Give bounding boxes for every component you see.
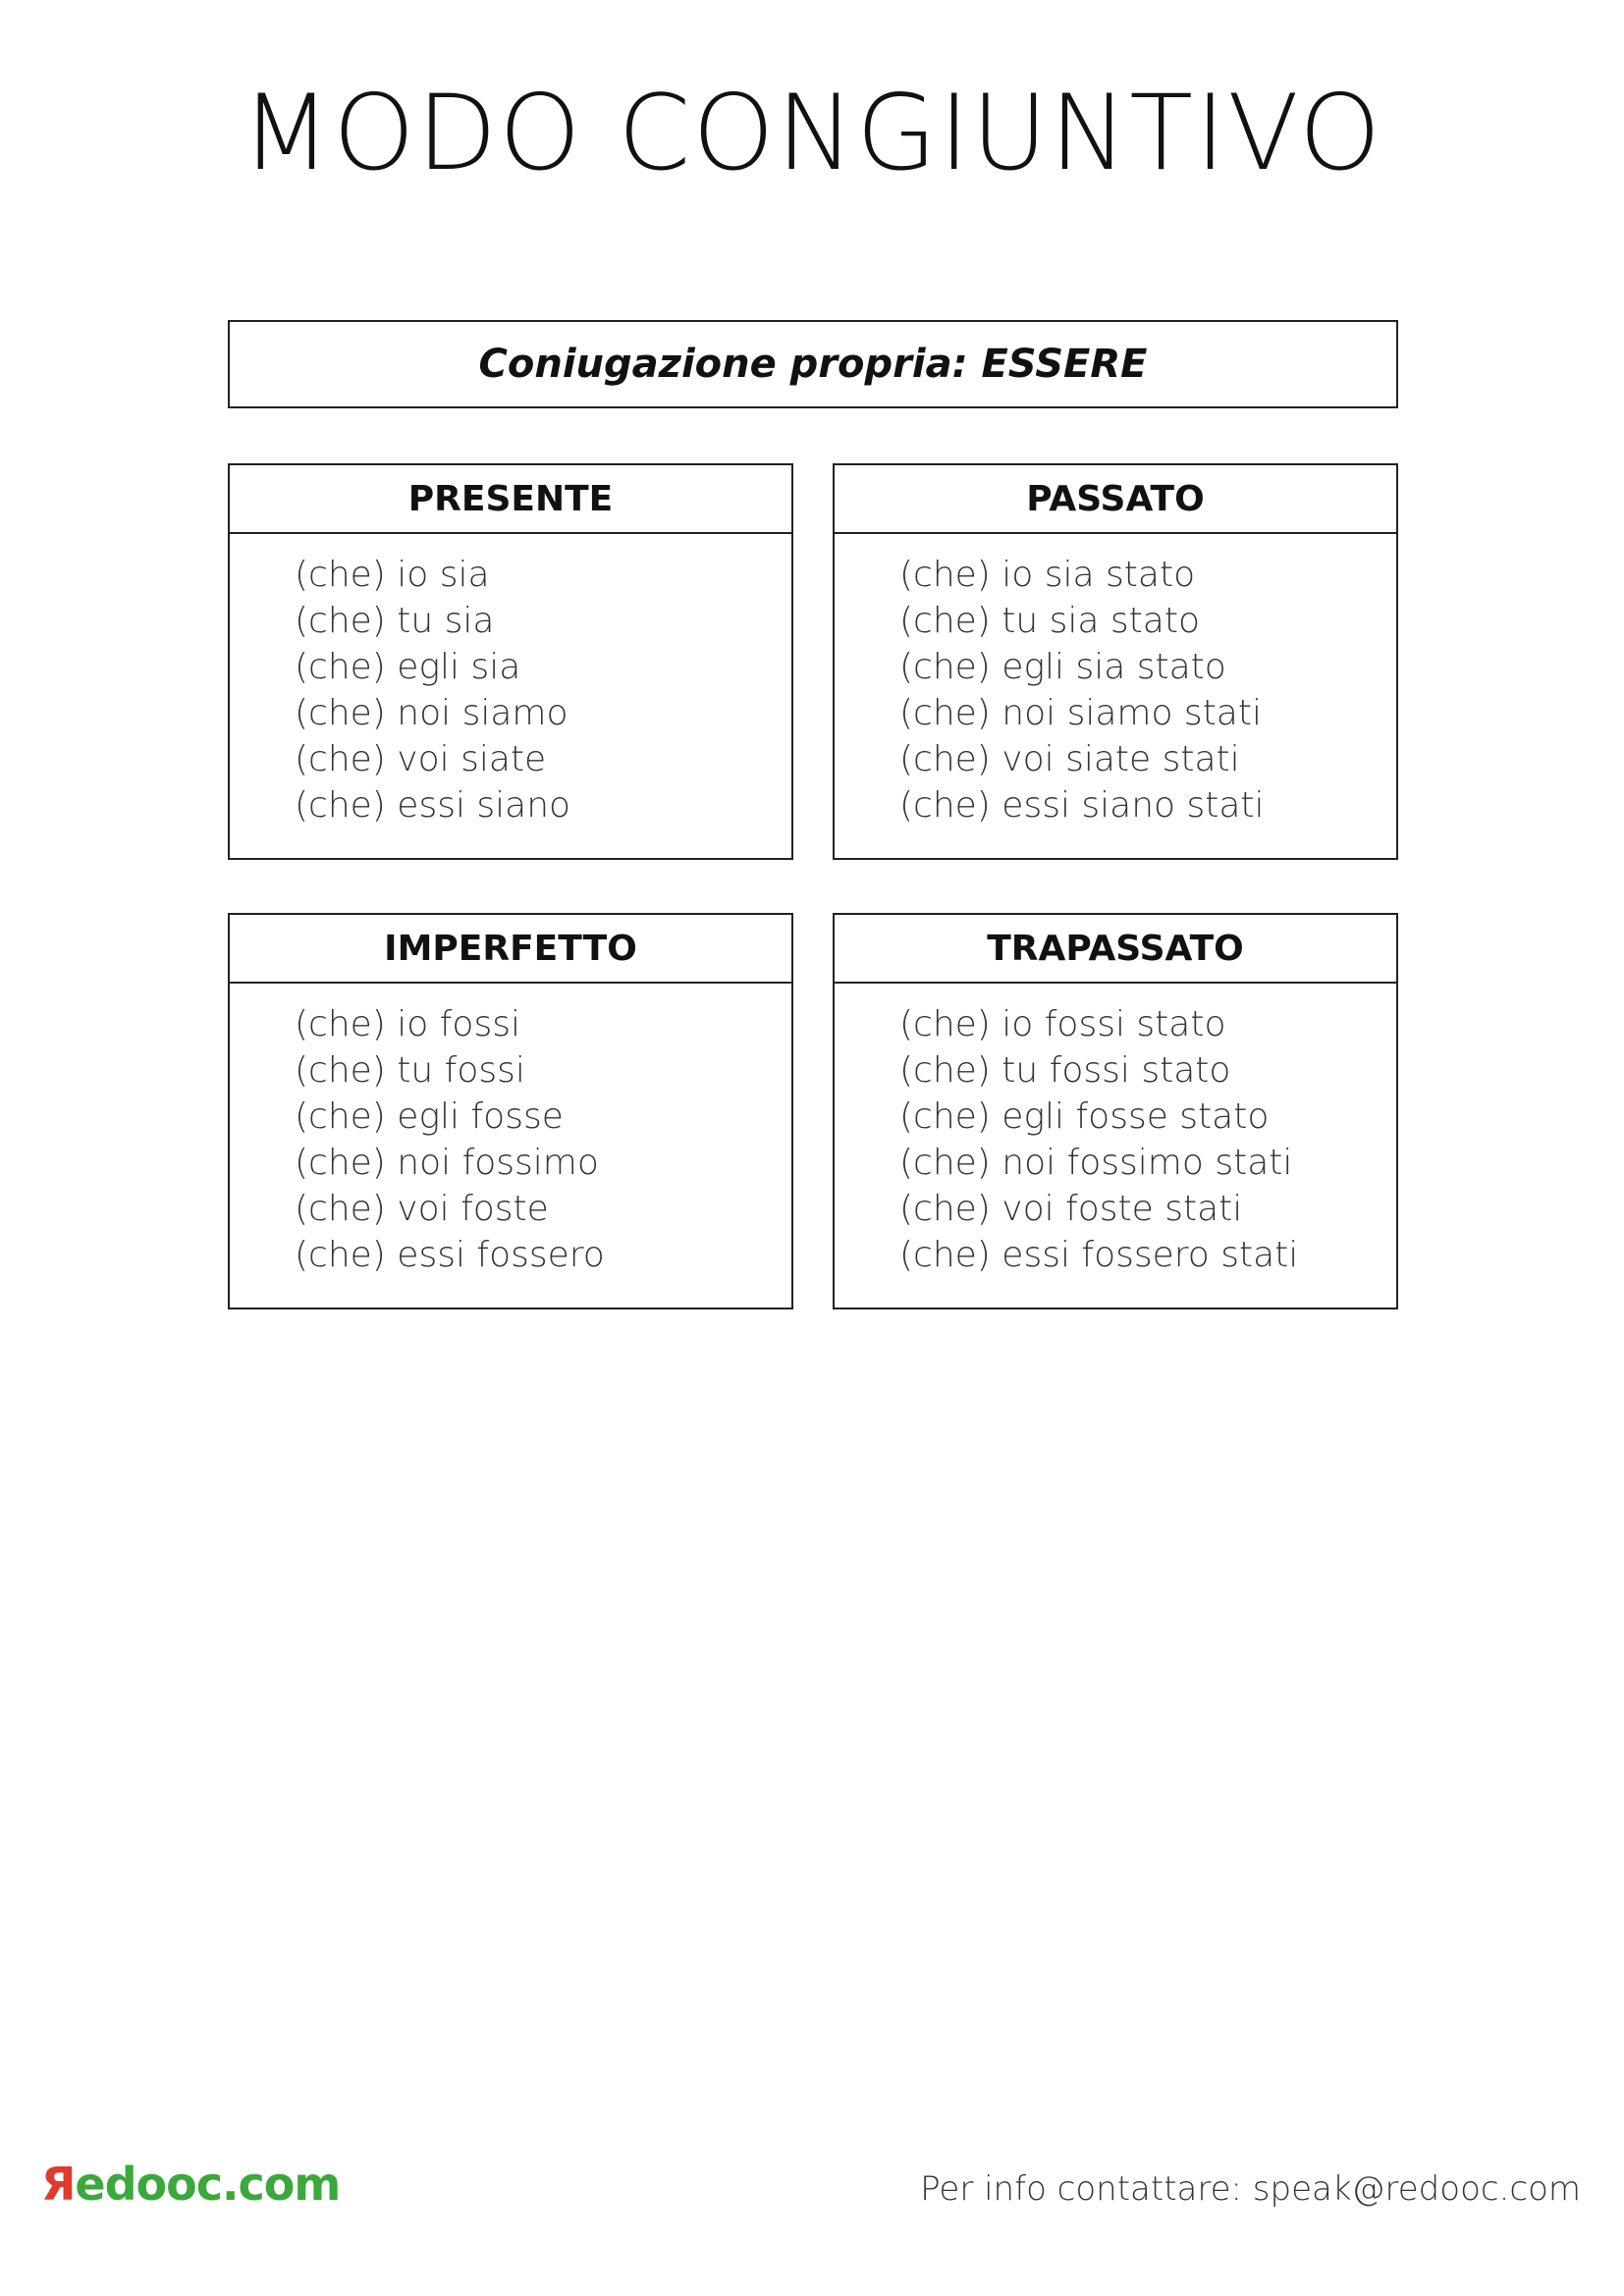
tense-box-presente [228, 463, 793, 860]
verb-form: (che) essi fossero [295, 1235, 605, 1275]
subtitle-box [228, 320, 1398, 408]
verb-form: (che) noi fossimo [295, 1143, 599, 1183]
verb-form: (che) io fossi [295, 1004, 520, 1044]
tense-forms-imperfetto [230, 984, 791, 1278]
logo-mark: Я [41, 2158, 76, 2211]
tense-heading-passato: PASSATO [835, 465, 1396, 534]
verb-form: (che) essi fossero stati [899, 1235, 1299, 1275]
verb-form: (che) voi siate stati [899, 739, 1240, 779]
verb-form: (che) noi fossimo stati [899, 1143, 1293, 1183]
verb-form: (che) voi foste stati [899, 1189, 1243, 1229]
tense-box-passato [833, 463, 1398, 860]
tense-forms-passato [835, 534, 1396, 828]
verb-form: (che) egli sia stato [899, 647, 1226, 687]
verb-form: (che) noi siamo stati [899, 693, 1262, 733]
redooc-logo[interactable] [41, 2158, 340, 2211]
verb-form: (che) voi siate [295, 739, 547, 779]
subtitle-text: Coniugazione propria: ESSERE [478, 342, 1148, 387]
verb-form: (che) essi siano [295, 785, 571, 826]
page-title: MODO CONGIUNTIVO [241, 73, 1383, 193]
tense-heading-imperfetto: IMPERFETTO [230, 915, 791, 984]
verb-form: (che) tu sia stato [899, 601, 1200, 641]
verb-form: (che) egli sia [295, 647, 521, 687]
verb-form: (che) egli fosse stato [899, 1096, 1270, 1137]
footer-contact[interactable]: Per info contattare: speak@redooc.com [920, 2169, 1581, 2209]
verb-form: (che) egli fosse [295, 1096, 564, 1137]
verb-form: (che) essi siano stati [899, 785, 1265, 826]
verb-form: (che) tu sia [295, 601, 495, 641]
verb-form: (che) io sia stato [899, 555, 1196, 595]
tense-forms-presente [230, 534, 791, 828]
verb-form: (che) tu fossi stato [899, 1050, 1231, 1091]
tense-heading-presente: PRESENTE [230, 465, 791, 534]
verb-form: (che) noi siamo [295, 693, 568, 733]
verb-form: (che) io fossi stato [899, 1004, 1226, 1044]
verb-form: (che) io sia [295, 555, 490, 595]
logo-text: edooc.com [75, 2158, 341, 2211]
verb-form: (che) tu fossi [295, 1050, 525, 1091]
tense-heading-trapassato: TRAPASSATO [835, 915, 1396, 984]
tense-box-imperfetto [228, 913, 793, 1309]
tense-forms-trapassato [835, 984, 1396, 1278]
verb-form: (che) voi foste [295, 1189, 549, 1229]
tense-box-trapassato [833, 913, 1398, 1309]
